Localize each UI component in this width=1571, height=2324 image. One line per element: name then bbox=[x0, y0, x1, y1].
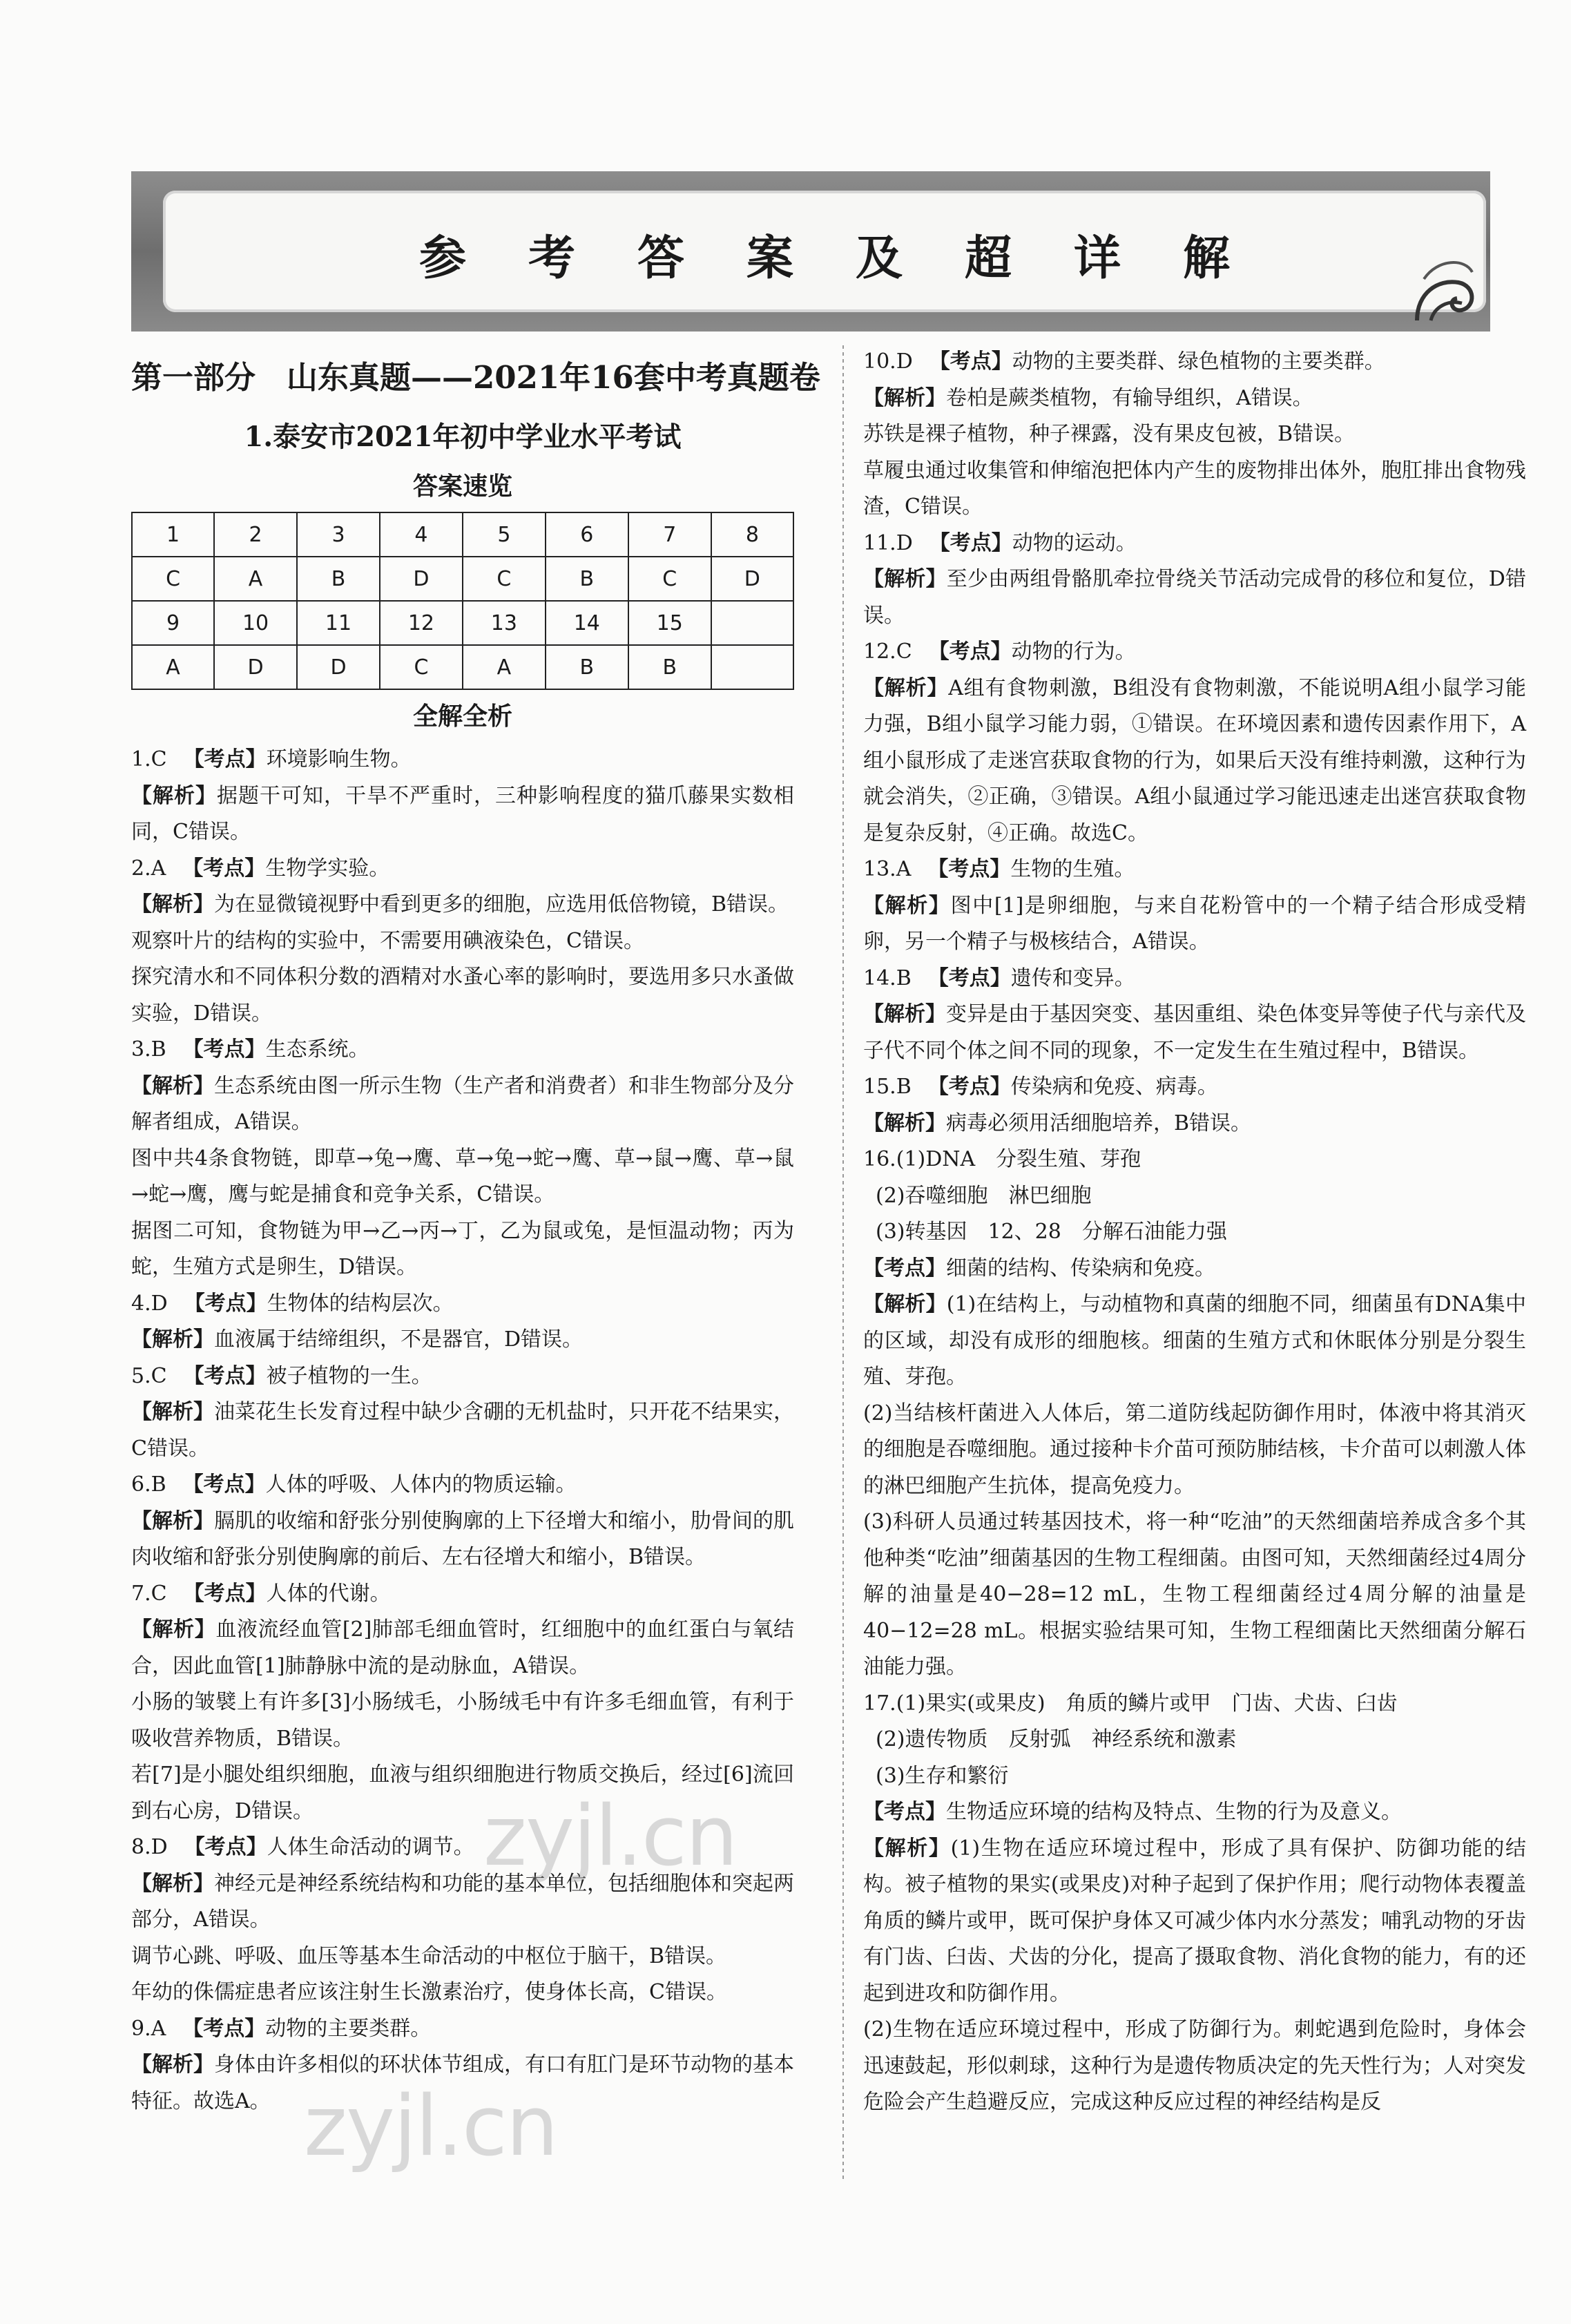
analysis-line bbox=[863, 1504, 1526, 1686]
analysis-line bbox=[863, 1831, 1526, 2013]
banner-title bbox=[163, 221, 1486, 288]
jiexi-label: 【解析】 bbox=[131, 1400, 214, 1424]
analysis-line bbox=[863, 634, 1526, 671]
jiexi-text: 油菜花生长发育过程中缺少含硼的无机盐时，只开花不结果实，C错误。 bbox=[131, 1400, 794, 1461]
analysis-line bbox=[863, 344, 1526, 381]
item-number: 15.B bbox=[863, 1075, 912, 1099]
kaodian-label: 【考点】 bbox=[927, 857, 1011, 881]
analysis-line bbox=[863, 888, 1526, 961]
table-cell: 13 bbox=[463, 601, 546, 645]
table-cell: 5 bbox=[463, 512, 546, 557]
analysis-line bbox=[863, 1794, 1526, 1831]
kaodian-label: 【考点】 bbox=[184, 1835, 267, 1859]
item-number: 2.A bbox=[131, 856, 166, 881]
jiexi-label: 【解析】 bbox=[131, 1617, 216, 1642]
jiexi-text: A组有食物刺激，B组没有食物刺激，不能说明A组小鼠学习能力强，B组小鼠学习能力弱，①错误。在环境因素和遗传因素作用下，A组小鼠形成了走迷宫获取食物的行为，如果后天没有维持刺激，这种行为就会消失，②正确，③错误。A组小鼠通过学习能迅速走出迷宫获取食物是复杂反射，④正确。故选C。 bbox=[863, 675, 1526, 845]
table-cell bbox=[711, 645, 793, 689]
title-char: 及 bbox=[856, 231, 903, 286]
body-text: 小肠的皱襞上有许多[3]小肠绒毛，小肠绒毛中有许多毛细血管，有利于吸收营养物质，B错误。 bbox=[131, 1690, 794, 1751]
table-cell: C bbox=[628, 557, 711, 601]
kaodian-text: 生物适应环境的结构及特点、生物的行为及意义。 bbox=[946, 1800, 1402, 1824]
analysis-line bbox=[863, 1178, 1526, 1215]
exam-title: 1.泰安市2021年初中学业水平考试 bbox=[244, 421, 682, 453]
title-char: 答 bbox=[637, 231, 684, 286]
kaodian-text: 传染病和免疫、病毒。 bbox=[1010, 1075, 1218, 1099]
jiexi-label: 【解析】 bbox=[131, 892, 214, 916]
kaodian-label: 【考点】 bbox=[863, 1256, 946, 1280]
jiexi-text: (1)在结构上，与动植物和真菌的细胞不同，细菌虽有DNA集中的区域，却没有成形的细胞核。细菌的生殖方式和休眠体分别是分裂生殖、芽孢。 bbox=[863, 1292, 1526, 1389]
analysis-line bbox=[131, 1358, 794, 1395]
table-cell: B bbox=[546, 557, 628, 601]
analysis-line bbox=[131, 1975, 794, 2011]
kaodian-label: 【考点】 bbox=[182, 2016, 266, 2041]
column-divider bbox=[842, 345, 844, 2182]
item-number: 3.B bbox=[131, 1037, 166, 1062]
analysis-line bbox=[131, 1068, 794, 1141]
title-char: 案 bbox=[746, 231, 793, 286]
table-cell: 6 bbox=[546, 512, 628, 557]
analysis-line bbox=[131, 2011, 794, 2048]
kaodian-text: 细菌的结构、传染病和免疫。 bbox=[946, 1256, 1215, 1280]
table-cell: 4 bbox=[380, 512, 463, 557]
table-cell: C bbox=[463, 557, 546, 601]
analysis-line bbox=[863, 526, 1526, 562]
jiexi-text: 卷柏是蕨类植物，有输导组织，A错误。 bbox=[946, 385, 1313, 410]
jiexi-label: 【解析】 bbox=[863, 567, 947, 591]
analysis-line bbox=[131, 1286, 794, 1323]
answer-text: 16.(1)DNA 分裂生殖、芽孢 bbox=[863, 1147, 1141, 1171]
analysis-line bbox=[131, 851, 794, 887]
table-row bbox=[132, 512, 793, 557]
table-row bbox=[132, 557, 793, 601]
jiexi-label: 【解析】 bbox=[131, 1327, 214, 1352]
table-cell: C bbox=[132, 557, 214, 601]
analysis-line bbox=[131, 1394, 794, 1467]
kaodian-label: 【考点】 bbox=[183, 1363, 267, 1388]
analysis-line bbox=[863, 1142, 1526, 1178]
kaodian-text: 被子植物的一生。 bbox=[266, 1363, 432, 1388]
jiexi-text: 身体由许多相似的环状体节组成，有口有肛门是环节动物的基本特征。故选A。 bbox=[131, 2053, 794, 2113]
analysis-line bbox=[863, 852, 1526, 888]
kaodian-label: 【考点】 bbox=[183, 1581, 267, 1606]
body-text: 年幼的侏儒症患者应该注射生长激素治疗，使身体长高，C错误。 bbox=[131, 1980, 727, 2004]
table-row bbox=[132, 601, 793, 645]
table-cell bbox=[711, 601, 793, 645]
watermark: zyjl.cn bbox=[304, 2079, 557, 2175]
analysis-line bbox=[863, 1214, 1526, 1251]
answer-text: (3)生存和繁衍 bbox=[876, 1763, 1009, 1788]
table-cell: 3 bbox=[297, 512, 380, 557]
kaodian-text: 动物的主要类群。 bbox=[265, 2016, 432, 2041]
analysis-line bbox=[863, 671, 1526, 852]
analysis-line bbox=[131, 742, 794, 778]
body-text: 观察叶片的结构的实验中，不需要用碘液染色，C错误。 bbox=[131, 928, 644, 953]
kaodian-label: 【考点】 bbox=[928, 640, 1012, 664]
jiexi-text: 生态系统由图一所示生物（生产者和消费者）和非生物部分及分解者组成，A错误。 bbox=[131, 1073, 794, 1134]
jiexi-text: 至少由两组骨骼肌牵拉骨绕关节活动完成骨的移位和复位，D错误。 bbox=[863, 567, 1527, 628]
kaodian-text: 生物体的结构层次。 bbox=[267, 1291, 454, 1316]
kaodian-label: 【考点】 bbox=[927, 966, 1011, 990]
analysis-line bbox=[863, 561, 1526, 634]
jiexi-label: 【解析】 bbox=[863, 385, 946, 410]
kaodian-label: 【考点】 bbox=[183, 747, 267, 771]
jiexi-text: 病毒必须用活细胞培养，B错误。 bbox=[946, 1111, 1252, 1135]
kaodian-text: 生物学实验。 bbox=[265, 856, 390, 881]
table-cell: 1 bbox=[132, 512, 214, 557]
analysis-line bbox=[863, 453, 1526, 526]
kaodian-text: 动物的运动。 bbox=[1012, 530, 1137, 555]
analysis-line bbox=[863, 2012, 1526, 2121]
item-number: 14.B bbox=[863, 966, 912, 990]
item-number: 5.C bbox=[131, 1363, 167, 1388]
table-cell: D bbox=[214, 645, 297, 689]
jiexi-text: 膈肌的收缩和舒张分别使胸廓的上下径增大和缩小，肋骨间的肌肉收缩和舒张分别使胸廓的前后、左右径增大和缩小，B错误。 bbox=[131, 1508, 794, 1569]
cloud-ornament-icon bbox=[1410, 251, 1479, 327]
jiexi-text: 血液流经血管[2]肺部毛细血管时，红细胞中的血红蛋白与氧结合，因此血管[1]肺静脉中流的是动脉血，A错误。 bbox=[131, 1617, 795, 1678]
item-number: 7.C bbox=[131, 1581, 167, 1606]
overview-label: 答案速览 bbox=[412, 472, 512, 501]
kaodian-label: 【考点】 bbox=[182, 856, 266, 881]
answer-text: (2)遗传物质 反射弧 神经系统和激素 bbox=[876, 1727, 1237, 1751]
kaodian-label: 【考点】 bbox=[182, 1037, 266, 1062]
table-cell: 11 bbox=[297, 601, 380, 645]
table-cell: A bbox=[132, 645, 214, 689]
table-cell: 7 bbox=[628, 512, 711, 557]
jiexi-text: 图中[1]是卵细胞，与来自花粉管中的一个精子结合形成受精卵，另一个精子与极核结合，A错误。 bbox=[863, 893, 1527, 954]
analysis-line bbox=[131, 1141, 794, 1213]
answer-text: 17.(1)果实(或果皮) 角质的鳞片或甲 门齿、犬齿、臼齿 bbox=[863, 1691, 1398, 1716]
kaodian-label: 【考点】 bbox=[863, 1800, 946, 1824]
analysis-line bbox=[863, 1686, 1526, 1722]
table-cell: B bbox=[297, 557, 380, 601]
kaodian-label: 【考点】 bbox=[182, 1472, 266, 1497]
kaodian-text: 生物的生殖。 bbox=[1010, 857, 1135, 881]
watermark: zyjl.cn bbox=[483, 1789, 737, 1885]
body-text: 据图二可知，食物链为甲→乙→丙→丁，乙为鼠或兔，是恒温动物；丙为蛇，生殖方式是卵生，D错误。 bbox=[131, 1218, 794, 1279]
table-cell: D bbox=[380, 557, 463, 601]
table-row bbox=[132, 645, 793, 689]
analysis-line bbox=[863, 1722, 1526, 1758]
table-cell: D bbox=[711, 557, 793, 601]
jiexi-text: 神经元是神经系统结构和功能的基本单位，包括细胞体和突起两部分，A错误。 bbox=[131, 1871, 794, 1932]
analysis-line bbox=[863, 961, 1526, 997]
item-number: 1.C bbox=[131, 747, 167, 771]
title-banner bbox=[131, 171, 1490, 332]
jiexi-label: 【解析】 bbox=[863, 675, 949, 700]
kaodian-text: 人体的代谢。 bbox=[266, 1581, 391, 1606]
answer-table bbox=[131, 512, 794, 690]
table-cell: B bbox=[628, 645, 711, 689]
body-text: (2)生物在适应环境过程中，形成了防御行为。刺蛇遇到危险时，身体会迅速鼓起，形似刺球，这种行为是遗传物质决定的先天性行为；人对突发危险会产生趋避反应，完成这种反应过程的神经结构是反 bbox=[863, 2017, 1526, 2114]
top-edge-decoration bbox=[0, 0, 1571, 19]
jiexi-label: 【解析】 bbox=[863, 1292, 947, 1316]
jiexi-label: 【解析】 bbox=[131, 783, 217, 808]
analysis-line bbox=[863, 1758, 1526, 1795]
table-cell: D bbox=[297, 645, 380, 689]
analysis-line bbox=[131, 1467, 794, 1504]
body-text: (2)当结核杆菌进入人体后，第二道防线起防御作用时，体液中将其消灭的细胞是吞噬细胞。通过接种卡介苗可预防肺结核，卡介苗可以刺激人体的淋巴细胞产生抗体，提高免疫力。 bbox=[863, 1401, 1526, 1498]
analysis-line bbox=[131, 923, 794, 960]
kaodian-label: 【考点】 bbox=[184, 1291, 267, 1316]
jiexi-text: (1)生物在适应环境过程中，形成了具有保护、防御功能的结构。被子植物的果实(或果皮)对种子起到了保护作用；爬行动物体表覆盖角质的鳞片或甲，既可保护身体又可减少体内水分蒸发；哺乳动物的牙齿有门齿、臼齿、犬齿的分化，提高了摄取食物、消化食物的能力，有的还起到进攻和防御作用。 bbox=[863, 1836, 1527, 2006]
table-cell: 14 bbox=[546, 601, 628, 645]
title-char: 参 bbox=[418, 231, 466, 286]
kaodian-text: 人体生命活动的调节。 bbox=[267, 1835, 474, 1859]
table-cell: 9 bbox=[132, 601, 214, 645]
jiexi-label: 【解析】 bbox=[863, 1111, 946, 1135]
analysis-label: 全解全析 bbox=[412, 702, 512, 731]
item-number: 11.D bbox=[863, 530, 913, 555]
body-text: (3)科研人员通过转基因技术，将一种“吃油”的天然细菌培养成含多个其他种类“吃油”细菌基因的生物工程细菌。由图可知，天然细菌经过4周分解的油量是40−28=12 mL，生物工程细菌经过4周分解的油量是40−12=28 mL。根据实验结果可知，生物工程细菌比天然细菌分解石油能力强。 bbox=[863, 1510, 1526, 1679]
jiexi-label: 【解析】 bbox=[863, 1002, 946, 1026]
right-analysis bbox=[863, 344, 1526, 2121]
table-cell: A bbox=[214, 557, 297, 601]
item-number: 10.D bbox=[863, 349, 913, 374]
table-cell: 10 bbox=[214, 601, 297, 645]
analysis-line bbox=[863, 1251, 1526, 1287]
analysis-line bbox=[131, 1576, 794, 1613]
analysis-line bbox=[131, 778, 794, 851]
jiexi-text: 据题干可知，干旱不严重时，三种影响程度的猫爪藤果实数相同，C错误。 bbox=[131, 783, 794, 844]
analysis-line bbox=[863, 381, 1526, 417]
analysis-line bbox=[131, 1939, 794, 1975]
part-title: 第一部分 山东真题——2021年16套中考真题卷 bbox=[131, 359, 820, 396]
analysis-line bbox=[131, 1504, 794, 1576]
item-number: 6.B bbox=[131, 1472, 166, 1497]
analysis-line bbox=[131, 1213, 794, 1286]
kaodian-text: 动物的主要类群、绿色植物的主要类群。 bbox=[1012, 349, 1385, 374]
analysis-line bbox=[131, 1684, 794, 1757]
jiexi-text: 为在显微镜视野中看到更多的细胞，应选用低倍物镜，B错误。 bbox=[214, 892, 789, 916]
table-cell: 8 bbox=[711, 512, 793, 557]
jiexi-text: 血液属于结缔组织，不是器官，D错误。 bbox=[214, 1327, 584, 1352]
analysis-line bbox=[131, 1612, 794, 1684]
kaodian-text: 人体的呼吸、人体内的物质运输。 bbox=[265, 1472, 577, 1497]
left-analysis bbox=[131, 742, 794, 2120]
analysis-line bbox=[131, 1032, 794, 1068]
body-text: 调节心跳、呼吸、血压等基本生命活动的中枢位于脑干，B错误。 bbox=[131, 1943, 727, 1968]
title-char: 详 bbox=[1074, 231, 1121, 286]
table-cell: 15 bbox=[628, 601, 711, 645]
body-text: 苏铁是裸子植物，种子裸露，没有果皮包被，B错误。 bbox=[863, 422, 1356, 446]
kaodian-label: 【考点】 bbox=[929, 349, 1012, 374]
body-text: 草履虫通过收集管和伸缩泡把体内产生的废物排出体外，胞肛排出食物残渣，C错误。 bbox=[863, 458, 1526, 519]
item-number: 9.A bbox=[131, 2016, 166, 2041]
kaodian-text: 遗传和变异。 bbox=[1010, 966, 1135, 990]
kaodian-text: 环境影响生物。 bbox=[266, 747, 412, 771]
analysis-line bbox=[863, 1106, 1526, 1142]
right-column bbox=[863, 344, 1526, 2121]
jiexi-text: 变异是由于基因突变、基因重组、染色体变异等使子代与亲代及子代不同个体之间不同的现象，不一定发生在生殖过程中，B错误。 bbox=[863, 1002, 1526, 1063]
analysis-line bbox=[863, 997, 1526, 1069]
item-number: 13.A bbox=[863, 857, 912, 881]
jiexi-label: 【解析】 bbox=[863, 893, 951, 918]
analysis-line bbox=[131, 887, 794, 923]
table-cell: C bbox=[380, 645, 463, 689]
item-number: 4.D bbox=[131, 1291, 168, 1316]
answer-text: (2)吞噬细胞 淋巴细胞 bbox=[876, 1183, 1092, 1208]
body-text: 若[7]是小腿处组织细胞，血液与组织细胞进行物质交换后，经过[6]流回到右心房，D错误。 bbox=[131, 1763, 794, 1823]
analysis-line bbox=[131, 1322, 794, 1358]
table-cell: 2 bbox=[214, 512, 297, 557]
jiexi-label: 【解析】 bbox=[131, 1073, 214, 1098]
analysis-line bbox=[131, 959, 794, 1032]
analysis-line bbox=[863, 1287, 1526, 1396]
table-cell: A bbox=[463, 645, 546, 689]
title-char: 解 bbox=[1183, 231, 1231, 286]
table-cell: B bbox=[546, 645, 628, 689]
kaodian-label: 【考点】 bbox=[929, 530, 1012, 555]
jiexi-label: 【解析】 bbox=[131, 1508, 214, 1533]
answer-text: (3)转基因 12、28 分解石油能力强 bbox=[876, 1220, 1227, 1244]
item-number: 8.D bbox=[131, 1835, 168, 1859]
body-text: 图中共4条食物链，即草→兔→鹰、草→兔→蛇→鹰、草→鼠→鹰、草→鼠→蛇→鹰，鹰与蛇是捕食和竞争关系，C错误。 bbox=[131, 1146, 794, 1207]
kaodian-label: 【考点】 bbox=[927, 1075, 1011, 1099]
body-text: 探究清水和不同体积分数的酒精对水蚤心率的影响时，要选用多只水蚤做实验，D错误。 bbox=[131, 965, 794, 1026]
analysis-line bbox=[863, 1069, 1526, 1106]
title-char: 超 bbox=[965, 231, 1012, 286]
kaodian-text: 生态系统。 bbox=[265, 1037, 369, 1062]
kaodian-text: 动物的行为。 bbox=[1011, 640, 1136, 664]
jiexi-label: 【解析】 bbox=[131, 1871, 214, 1896]
item-number: 12.C bbox=[863, 640, 912, 664]
jiexi-label: 【解析】 bbox=[131, 2053, 214, 2077]
title-char: 考 bbox=[528, 231, 575, 286]
analysis-line bbox=[863, 416, 1526, 453]
analysis-line bbox=[863, 1396, 1526, 1505]
jiexi-label: 【解析】 bbox=[863, 1836, 951, 1861]
table-cell: 12 bbox=[380, 601, 463, 645]
